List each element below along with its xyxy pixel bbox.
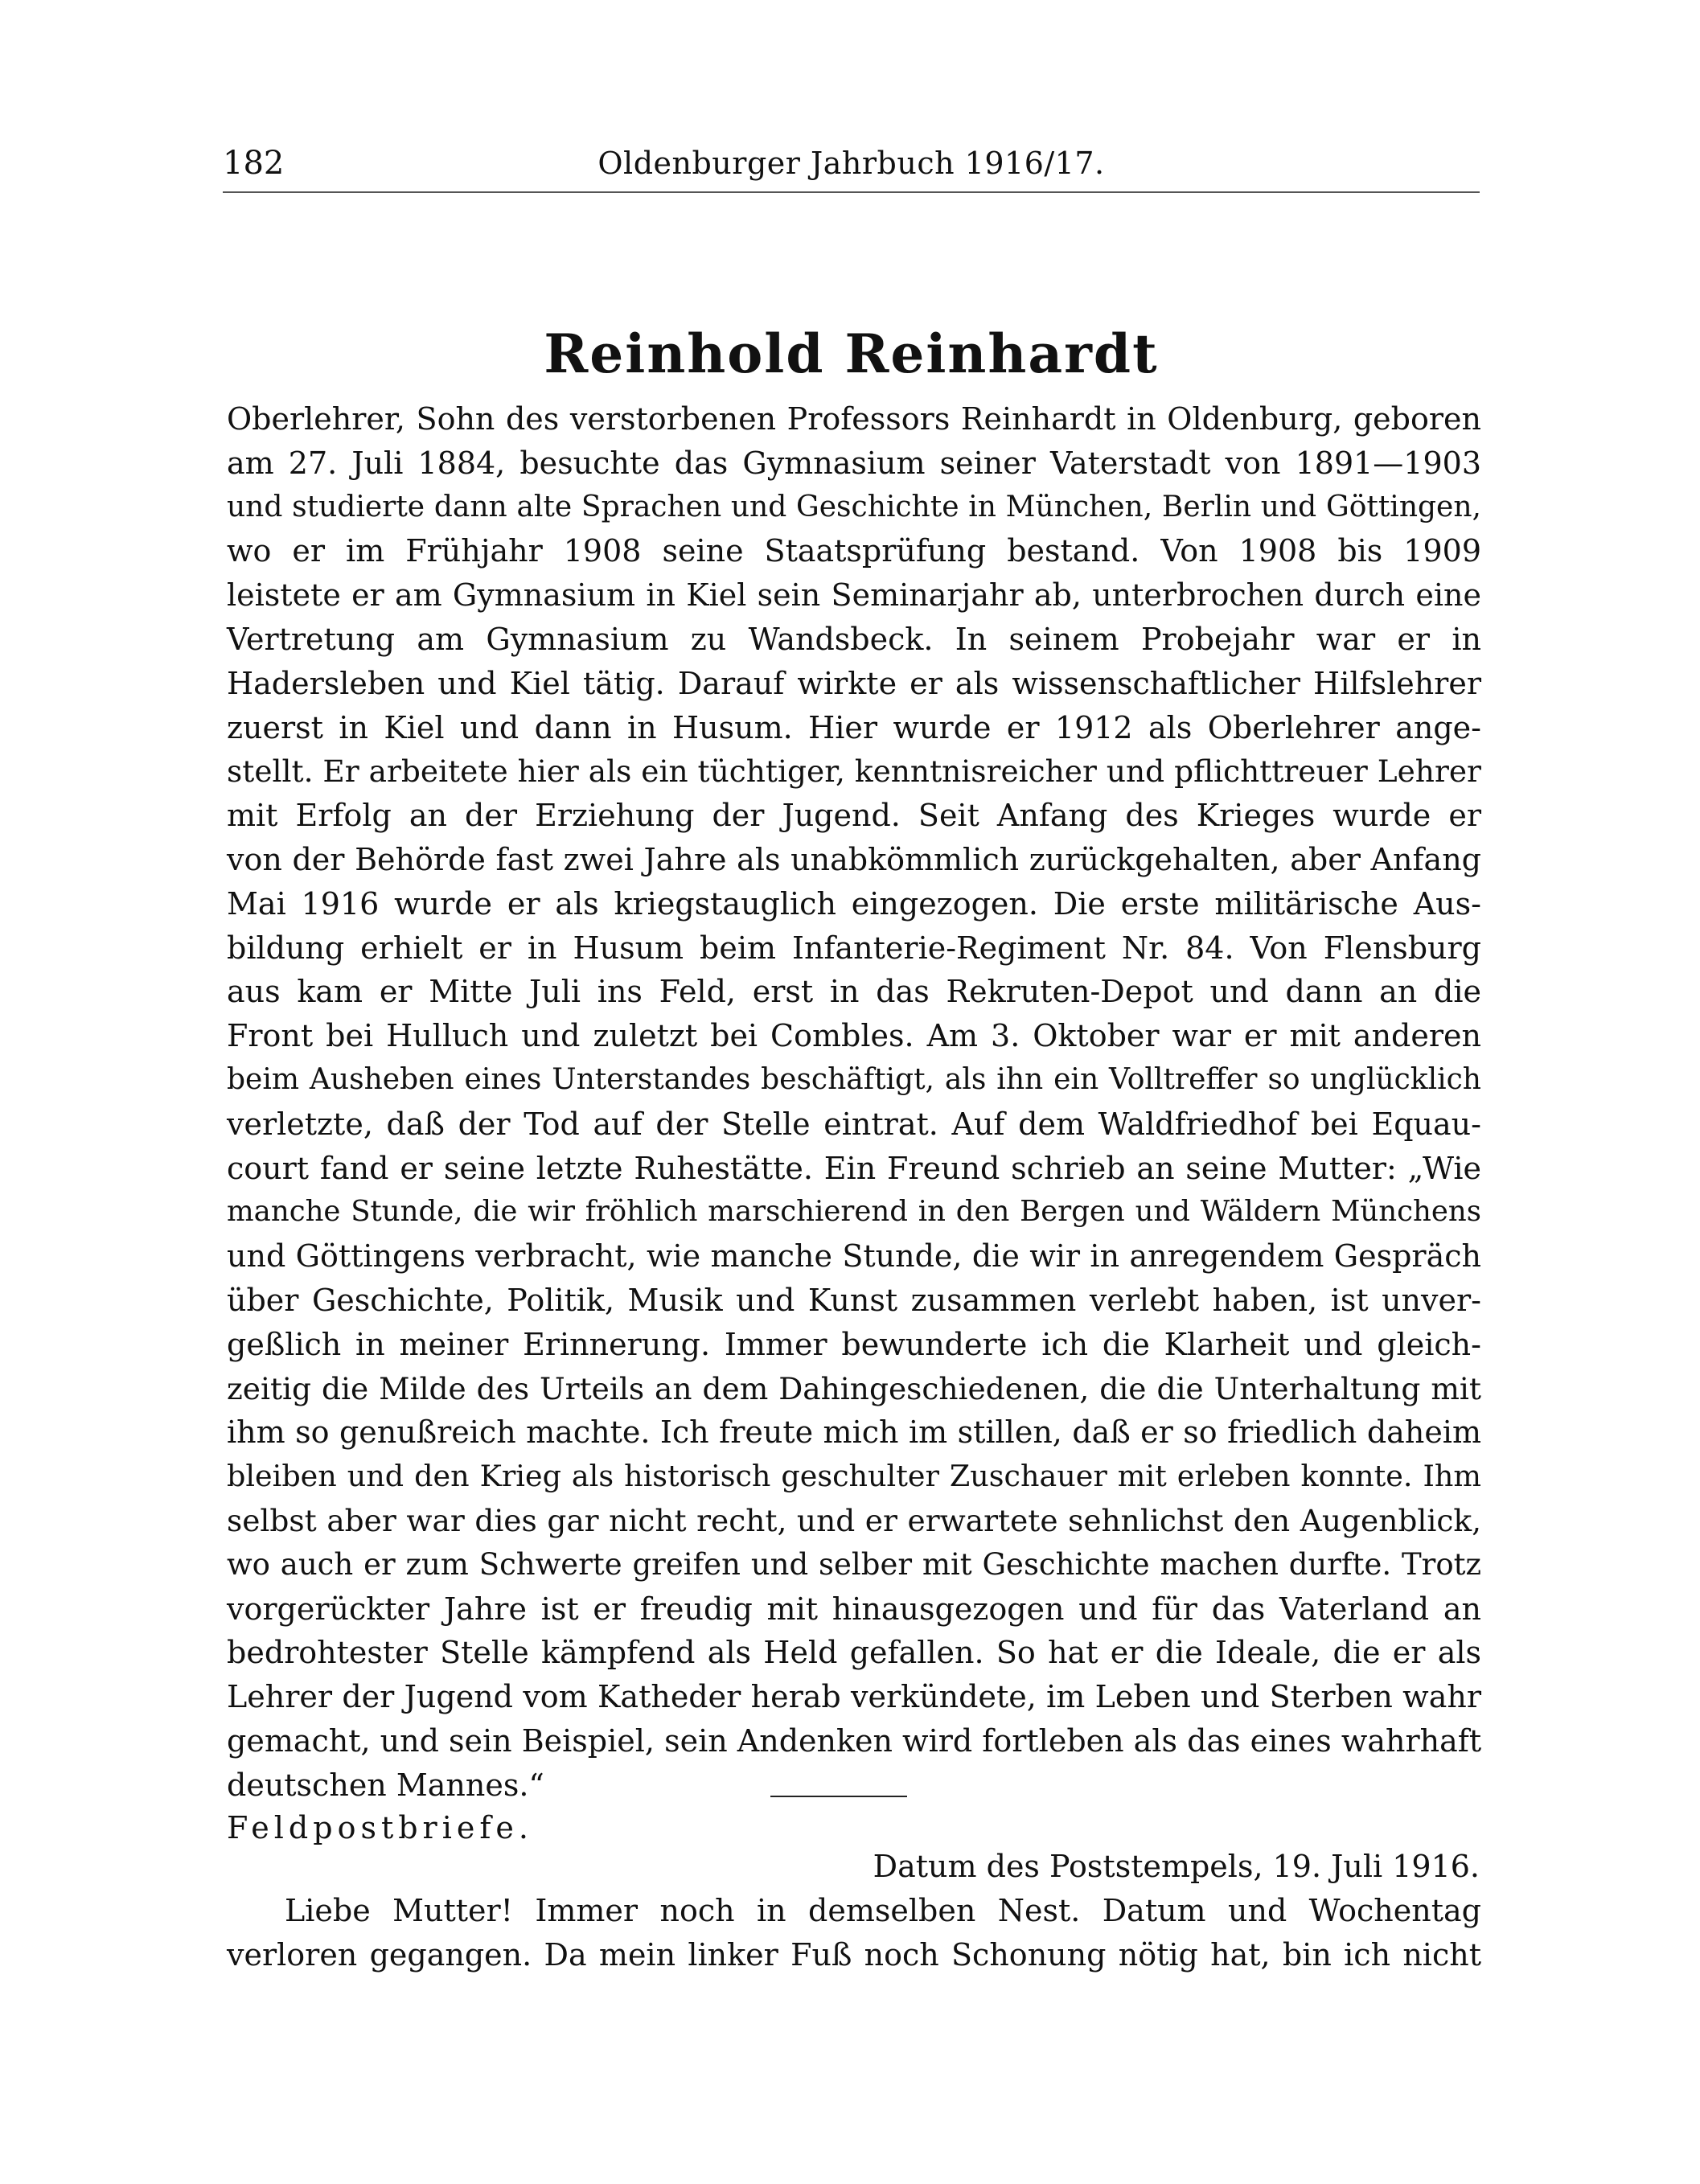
- letter-dateline: Datum des Poststempels, 19. Juli 1916.: [873, 1849, 1480, 1884]
- body-line: verletzte, daß der Tod auf der Stelle eintrat. Auf dem Waldfriedhof bei Equau-: [227, 1106, 1481, 1142]
- body-line: Lehrer der Jugend vom Katheder herab verkündete, im Leben und Sterben wahr: [227, 1679, 1481, 1715]
- body-line: mit Erfolg an der Erziehung der Jugend. Seit Anfang des Krieges wurde er: [227, 798, 1481, 834]
- body-line: stellt. Er arbeitete hier als ein tüchtiger, kenntnisreicher und pflichttreuer Lehrer: [227, 753, 1481, 790]
- section-separator: [770, 1796, 907, 1797]
- article-title: Reinhold Reinhardt: [544, 322, 1159, 385]
- body-line: Vertretung am Gymnasium zu Wandsbeck. In seinem Probejahr war er in: [227, 621, 1481, 657]
- body-line: wo auch er zum Schwerte greifen und selber mit Geschichte machen durfte. Trotz: [227, 1546, 1481, 1582]
- body-line: am 27. Juli 1884, besuchte das Gymnasium seiner Vaterstadt von 1891—1903: [227, 445, 1481, 481]
- body-line: und studierte dann alte Sprachen und Geschichte in München, Berlin und Göttingen,: [227, 490, 1481, 523]
- body-line: von der Behörde fast zwei Jahre als unabkömmlich zurückgehalten, aber Anfang: [227, 841, 1481, 877]
- body-line: aus kam er Mitte Juli ins Feld, erst in das Rekruten-Depot und dann an die: [227, 974, 1481, 1010]
- header-rule: [223, 191, 1480, 193]
- body-line: Hadersleben und Kiel tätig. Darauf wirkte er als wissenschaftlicher Hilfslehrer: [227, 665, 1481, 701]
- body-line: über Geschichte, Politik, Musik und Kunst zusammen verlebt haben, ist unver-: [227, 1282, 1481, 1318]
- body-line: Mai 1916 wurde er als kriegstauglich eingezogen. Die erste militärische Aus-: [227, 885, 1481, 922]
- body-line: Oberlehrer, Sohn des verstorbenen Professors Reinhardt in Oldenburg, geboren: [227, 401, 1481, 437]
- section-heading: Feldpostbriefe.: [227, 1810, 533, 1845]
- body-line: vorgerückter Jahre ist er freudig mit hinausgezogen und für das Vaterland an: [227, 1591, 1481, 1627]
- body-line: bedrohtester Stelle kämpfend als Held gefallen. So hat er die Ideale, die er als: [227, 1635, 1481, 1671]
- body-line: bleiben und den Krieg als historisch geschulter Zuschauer mit erleben konnte. Ihm: [227, 1459, 1481, 1494]
- body-line: ihm so genußreich machte. Ich freute mich im stillen, daß er so friedlich daheim: [227, 1414, 1481, 1451]
- letter-line: Liebe Mutter! Immer noch in demselben Nest. Datum und Wochentag: [285, 1893, 1481, 1928]
- page-header: [223, 143, 1480, 191]
- body-line: wo er im Frühjahr 1908 seine Staatsprüfung bestand. Von 1908 bis 1909: [227, 533, 1481, 569]
- body-line: court fand er seine letzte Ruhestätte. Ein Freund schrieb an seine Mutter: „Wie: [227, 1150, 1481, 1186]
- article-body: [227, 397, 1481, 1808]
- body-line: zeitig die Milde des Urteils an dem Dahingeschiedenen, die die Unterhaltung mit: [227, 1370, 1481, 1406]
- letter-body: [227, 1889, 1481, 1977]
- body-line: leistete er am Gymnasium in Kiel sein Seminarjahr ab, unterbrochen durch eine: [227, 577, 1481, 614]
- body-line: deutschen Mannes.“: [227, 1767, 544, 1803]
- body-line: und Göttingens verbracht, wie manche Stunde, die wir in anregendem Gespräch: [227, 1238, 1481, 1275]
- body-line: selbst aber war dies gar nicht recht, und er erwartete sehnlichst den Augenblick,: [227, 1502, 1481, 1538]
- body-line: geßlich in meiner Erinnerung. Immer bewunderte ich die Klarheit und gleich-: [227, 1326, 1481, 1362]
- body-line: manche Stunde, die wir fröhlich marschierend in den Bergen und Wäldern Münchens: [227, 1195, 1481, 1229]
- body-line: zuerst in Kiel und dann in Husum. Hier wurde er 1912 als Oberlehrer ange-: [227, 709, 1481, 745]
- letter-line: verloren gegangen. Da mein linker Fuß noch Schonung nötig hat, bin ich nicht: [227, 1936, 1481, 1973]
- body-line: bildung erhielt er in Husum beim Infanterie-Regiment Nr. 84. Von Flensburg: [227, 930, 1481, 966]
- body-line: beim Ausheben eines Unterstandes beschäftigt, als ihn ein Volltreffer so unglücklich: [227, 1062, 1481, 1096]
- running-title: Oldenburger Jahrbuch 1916/17.: [597, 146, 1105, 181]
- body-line: gemacht, und sein Beispiel, sein Andenken wird fortleben als das eines wahrhaft: [227, 1722, 1482, 1759]
- page-number: 182: [223, 145, 285, 182]
- body-line: Front bei Hulluch und zuletzt bei Combles. Am 3. Oktober war er mit anderen: [227, 1018, 1481, 1054]
